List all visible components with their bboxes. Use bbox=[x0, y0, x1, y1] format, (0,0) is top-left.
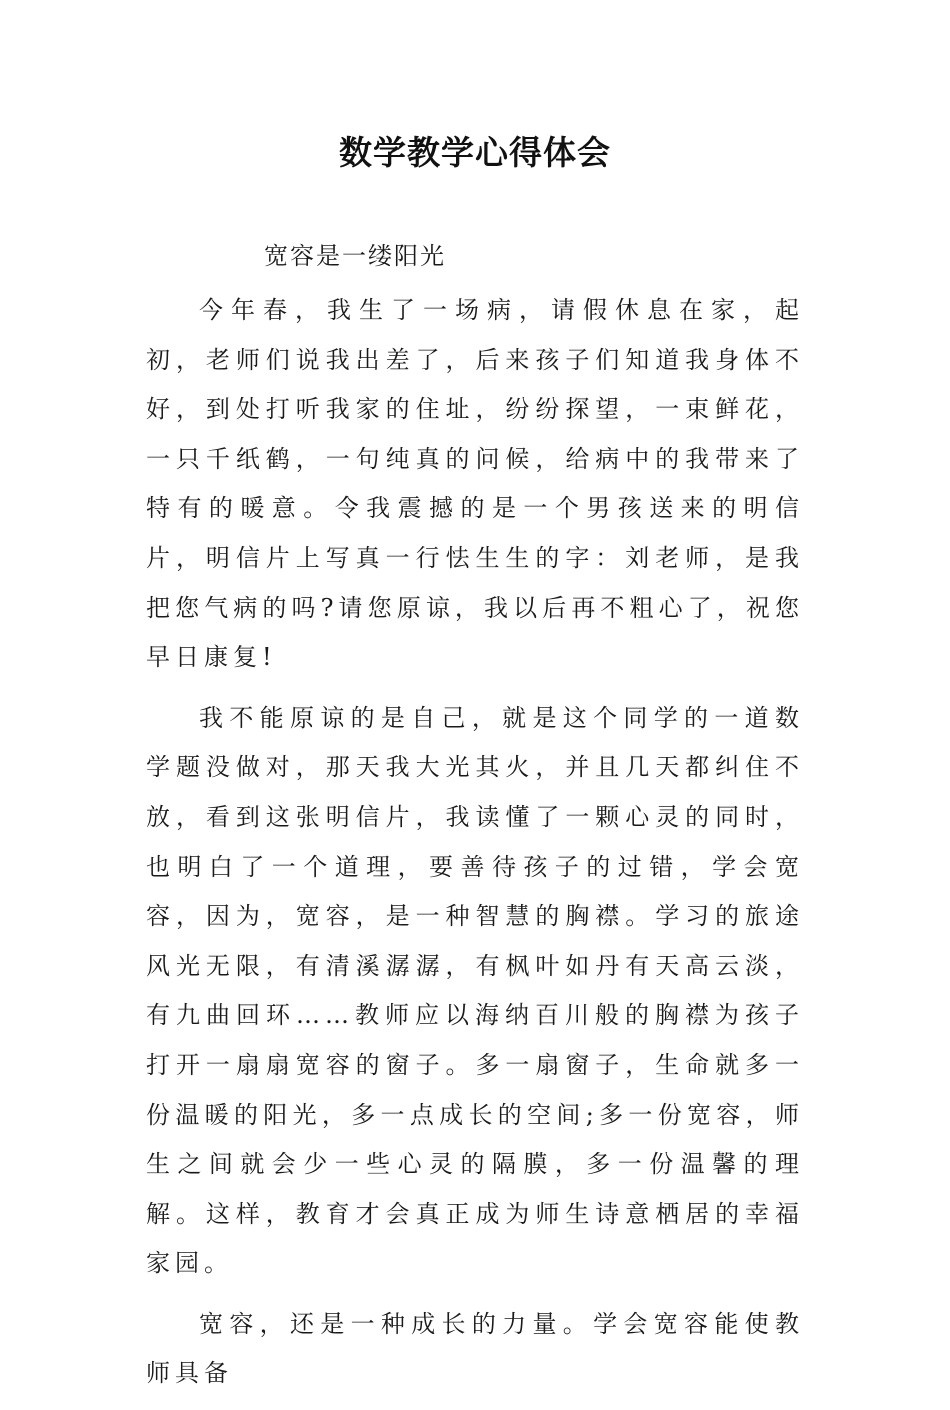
document-body bbox=[146, 286, 804, 1410]
paragraph-1: 今年春，我生了一场病，请假休息在家，起初，老师们说我出差了，后来孩子们知道我身体不好，到处打听我家的住址，纷纷探望，一束鲜花，一只千纸鹤，一句纯真的问候，给病中的我带来了特有的暖意。令我震撼的是一个男孩送来的明信片，明信片上写真一行怯生生的字：刘老师，是我把您气病的吗?请您原谅，我以后再不粗心了，祝您早日康复! bbox=[146, 296, 804, 672]
document-subtitle: 宽容是一缕阳光 bbox=[264, 242, 446, 270]
document-title: 数学教学心得体会 bbox=[339, 133, 611, 172]
paragraph-2: 我不能原谅的是自己，就是这个同学的一道数学题没做对，那天我大光其火，并且几天都纠住不放，看到这张明信片，我读懂了一颗心灵的同时，也明白了一个道理，要善待孩子的过错，学会宽容，因为，宽容，是一种智慧的胸襟。学习的旅途风光无限，有清溪潺潺，有枫叶如丹有天高云淡，有九曲回环……教师应以海纳百川般的胸襟为孩子打开一扇扇宽容的窗子。多一扇窗子，生命就多一份温暖的阳光，多一点成长的空间;多一份宽容，师生之间就会少一些心灵的隔膜，多一份温馨的理解。这样，教育才会真正成为师生诗意栖居的幸福家园。 bbox=[146, 703, 804, 1278]
paragraph-3: 宽容，还是一种成长的力量。学会宽容能使教师具备 bbox=[146, 1309, 804, 1388]
